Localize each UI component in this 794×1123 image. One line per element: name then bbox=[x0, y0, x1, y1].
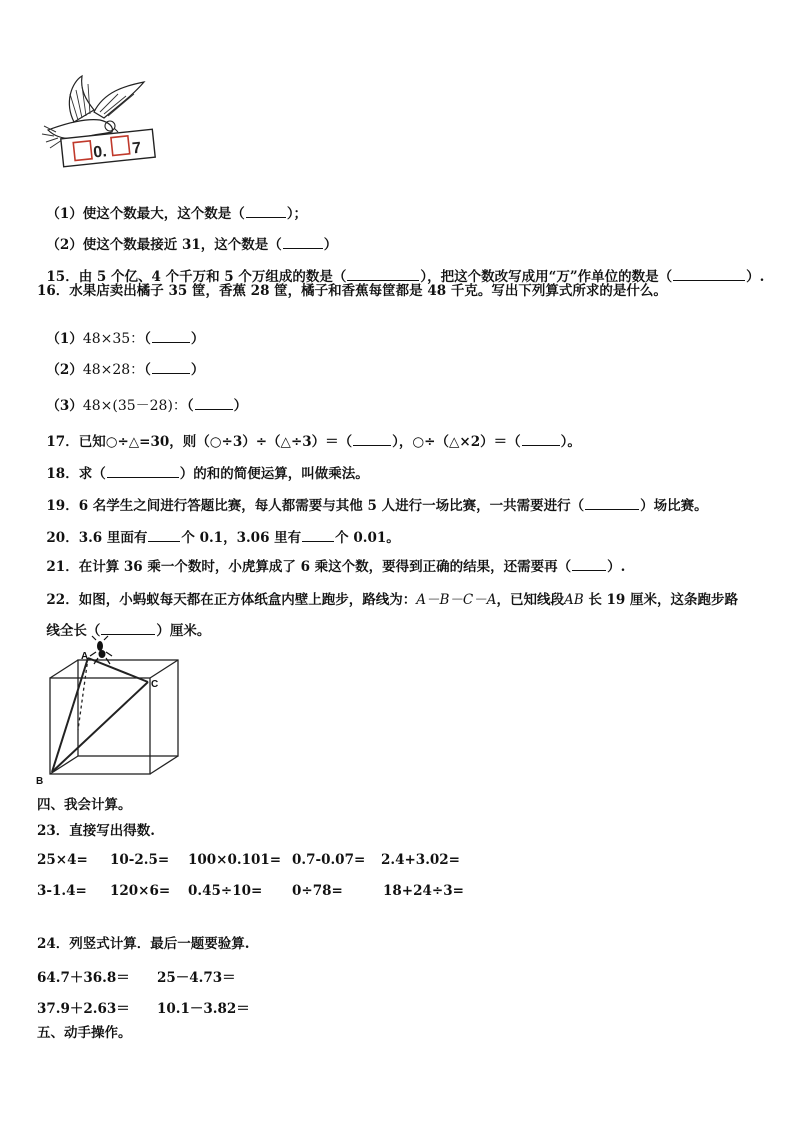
q17: 17．已知○÷△=30，则（○÷3）÷（△÷3）＝（ ），○÷（△×2）＝（ ）。 bbox=[46, 434, 581, 450]
answer-blank[interactable] bbox=[673, 268, 745, 281]
answer-blank[interactable] bbox=[347, 268, 419, 281]
card-digit-sep: 0. bbox=[92, 143, 108, 162]
q22-line2: 线全长（ ）厘米。 bbox=[46, 623, 211, 639]
calc-item: 120×6= bbox=[110, 883, 171, 899]
vertical-calc-item: 37.9＋2.63＝ bbox=[37, 1001, 130, 1017]
vertical-calc-item: 64.7＋36.8＝ bbox=[37, 970, 130, 986]
q21: 21．在计算 36 乘一个数时，小虎算成了 6 乘这个数，要得到正确的结果，还需要再（ ）. bbox=[46, 559, 626, 575]
q16-item3: （3）48×(35－28)：（ ） bbox=[46, 398, 248, 414]
calc-item: 0.45÷10= bbox=[188, 883, 263, 899]
answer-blank[interactable] bbox=[195, 397, 233, 410]
calc-item: 0÷78= bbox=[292, 883, 343, 899]
answer-blank[interactable] bbox=[522, 433, 560, 446]
q14-part2: （2）使这个数最接近 31，这个数是（ ） bbox=[46, 237, 338, 253]
answer-blank[interactable] bbox=[152, 330, 190, 343]
calc-item: 3-1.4= bbox=[37, 883, 87, 899]
card-digit-end: 7 bbox=[131, 139, 142, 158]
answer-blank[interactable] bbox=[107, 465, 179, 478]
label-c: C bbox=[151, 679, 159, 690]
q20: 20．3.6 里面有 个 0.1，3.06 里有 个 0.01。 bbox=[46, 530, 400, 546]
q14-part1: （1）使这个数最大，这个数是（ ）； bbox=[46, 206, 308, 222]
q15: 15．由 5 个亿、4 个千万和 5 个万组成的数是（ ），把这个数改写成用“万”作单位的数是（ ）. bbox=[46, 269, 765, 285]
label-a: A bbox=[81, 651, 89, 662]
answer-blank[interactable] bbox=[246, 205, 286, 218]
calc-item: 2.4+3.02= bbox=[381, 852, 460, 868]
calc-item: 10-2.5= bbox=[110, 852, 170, 868]
cube-figure bbox=[30, 634, 190, 786]
q16-item1: （1）48×35：（ ） bbox=[46, 331, 205, 347]
dove-card-figure bbox=[34, 72, 164, 170]
answer-blank[interactable] bbox=[353, 433, 391, 446]
answer-blank[interactable] bbox=[585, 497, 639, 510]
q23-stem: 23．直接写出得数. bbox=[37, 823, 155, 839]
label-b: B bbox=[36, 776, 44, 786]
q18: 18．求（ ）的和的简便运算，叫做乘法。 bbox=[46, 466, 369, 482]
calc-item: 25×4= bbox=[37, 852, 88, 868]
calc-item: 100×0.101= bbox=[188, 852, 282, 868]
section-5-heading: 五、动手操作。 bbox=[37, 1025, 132, 1041]
q19: 19．6 名学生之间进行答题比赛，每人都需要与其他 5 人进行一场比赛，一共需要进行（ ）场比赛。 bbox=[46, 498, 708, 514]
calc-item: 18+24÷3= bbox=[383, 883, 464, 899]
section-4-heading: 四、我会计算。 bbox=[37, 797, 132, 813]
vertical-calc-item: 25－4.73＝ bbox=[157, 970, 236, 986]
q16-stem: 16．水果店卖出橘子 35 筐，香蕉 28 筐，橘子和香蕉每筐都是 48 千克。写出下列算式所求的是什么。 bbox=[37, 283, 667, 299]
calc-item: 0.7-0.07= bbox=[292, 852, 366, 868]
answer-blank[interactable] bbox=[572, 558, 606, 571]
q24-stem: 24．列竖式计算．最后一题要验算. bbox=[37, 936, 250, 952]
answer-blank[interactable] bbox=[283, 236, 323, 249]
answer-blank[interactable] bbox=[152, 361, 190, 374]
q16-item2: （2）48×28：（ ） bbox=[46, 362, 205, 378]
vertical-calc-item: 10.1－3.82＝ bbox=[157, 1001, 250, 1017]
q22-line1: 22．如图，小蚂蚁每天都在正方体纸盒内壁上跑步，路线为：A－B－C－A，已知线段AB 长 19 厘米，这条跑步路 bbox=[46, 592, 739, 608]
